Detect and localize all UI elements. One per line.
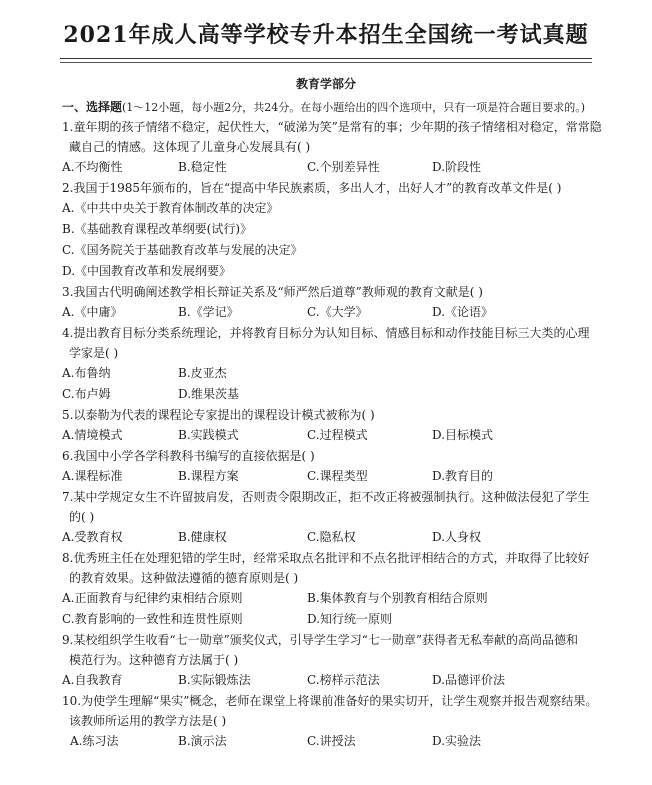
question-7-option-c: C.隐私权 [307, 530, 356, 544]
question-2-option-a: A.《中共中央关于教育体制改革的决定》 [62, 201, 279, 215]
question-6-option-b: B.课程方案 [178, 469, 239, 483]
question-10-option-a: A.练习法 [70, 734, 119, 748]
question-8-option-d: D.知行统一原则 [307, 612, 393, 626]
question-8-line-1: 8.优秀班主任在处理犯错的学生时，经常采取点名批评和不点名批评相结合的方式，并取得了比较好 [62, 551, 590, 565]
question-10-option-c: C.讲授法 [307, 734, 356, 748]
question-9-option-a: A.自我教育 [62, 673, 123, 687]
question-4-option-b: B.皮亚杰 [178, 366, 227, 380]
question-9-options [62, 670, 602, 691]
question-10-line-1: 10.为使学生理解“果实”概念，老师在课堂上将课前准备好的果实切开，让学生观察并报告观察结果。 [62, 694, 598, 708]
question-10-options [62, 731, 602, 752]
question-2-option-d: D.《中国教育改革和发展纲要》 [62, 264, 232, 278]
question-7-option-d: D.人身权 [432, 530, 482, 544]
question-5-option-c: C.过程模式 [307, 428, 368, 442]
question-7-line-1: 7.某中学规定女生不许留披肩发，否则责令限期改正，拒不改正将被强制执行。这种做法侵犯了学生 [62, 490, 590, 504]
question-6-line-1: 6.我国中小学各学科教科书编写的直接依据是( ) [62, 449, 315, 463]
question-7-option-a: A.受教育权 [62, 530, 123, 544]
question-10-line-2: 该教师所运用的教学方法是( ) [69, 714, 227, 728]
question-3-option-c: C.《大学》 [307, 305, 368, 319]
question-4-options-row-1 [62, 363, 602, 384]
question-1-options [62, 157, 602, 178]
questions-block [62, 97, 602, 752]
question-8-options-row-1 [62, 588, 602, 609]
instructions-label: 一、选择题 [62, 100, 123, 114]
question-8-line-2: 的教育效果。这种做法遵循的德育原则是( ) [69, 571, 299, 585]
question-1-option-a: A.不均衡性 [62, 160, 123, 174]
question-1-option-d: D.阶段性 [432, 160, 482, 174]
question-2-line-1: 2.我国于1985年颁布的，旨在“提高中华民族素质，多出人才，出好人才”的教育改革文件是( ) [62, 181, 562, 195]
instructions [62, 97, 602, 117]
question-8-options-row-2 [62, 609, 602, 630]
question-2-option-c: C.《国务院关于基础教育改革与发展的决定》 [62, 243, 303, 257]
question-4-line-2: 学家是( ) [69, 346, 119, 360]
question-1-option-b: B.稳定性 [178, 160, 227, 174]
question-5-option-b: B.实践模式 [178, 428, 239, 442]
question-9-line-2: 模范行为。这种德育方法属于( ) [69, 653, 239, 667]
question-5-line-1: 5.以泰勒为代表的课程论专家提出的课程设计模式被称为( ) [62, 408, 375, 422]
question-2-option-b: B.《基础教育课程改革纲要(试行)》 [62, 222, 252, 236]
question-4-line-1: 4.提出教育目标分类系统理论，并将教育目标分为认知目标、情感目标和动作技能目标三大类的心理 [62, 326, 590, 340]
title-rule-thin [60, 62, 592, 63]
question-7-option-b: B.健康权 [178, 530, 227, 544]
question-9-line-1: 9.某校组织学生收看“七一勋章”颁奖仪式，引导学生学习“七一勋章”获得者无私奉献的高尚品德和 [62, 633, 578, 647]
question-8-option-a: A.正面教育与纪律约束相结合原则 [62, 591, 243, 605]
section-heading: 教育学部分 [295, 77, 356, 91]
question-4-option-d: D.维果茨基 [178, 387, 240, 401]
question-5-options [62, 425, 602, 446]
title-rule-thick [60, 58, 592, 59]
question-3-option-d: D.《论语》 [432, 305, 494, 319]
question-9-option-d: D.品德评价法 [432, 673, 506, 687]
question-8-option-b: B.集体教育与个别教育相结合原则 [307, 591, 488, 605]
instructions-text: (1～12小题，每小题2分，共24分。在每小题给出的四个选项中，只有一项是符合题目要求的。) [122, 101, 586, 114]
exam-title: 2021年成人高等学校专升本招生全国统一考试真题 [63, 22, 589, 48]
question-4-options-row-2 [62, 384, 602, 405]
question-5-option-d: D.目标模式 [432, 428, 494, 442]
question-3-option-b: B.《学记》 [178, 305, 239, 319]
question-7-options [62, 527, 602, 548]
question-9-option-c: C.榜样示范法 [307, 673, 380, 687]
question-8-option-c: C.教育影响的一致性和连贯性原则 [62, 612, 243, 626]
question-10-option-d: D.实验法 [432, 734, 482, 748]
question-6-option-a: A.课程标准 [62, 469, 123, 483]
question-5-option-a: A.情境模式 [62, 428, 123, 442]
question-7-line-2: 的( ) [69, 510, 95, 524]
question-4-option-c: C.布卢姆 [62, 387, 111, 401]
question-6-option-d: D.教育目的 [432, 469, 494, 483]
question-3-line-1: 3.我国古代明确阐述教学相长辩证关系及“师严然后道尊”教师观的教育文献是( ) [62, 285, 483, 299]
question-3-options [62, 302, 602, 323]
question-6-option-c: C.课程类型 [307, 469, 368, 483]
question-4-option-a: A.布鲁纳 [62, 366, 111, 380]
question-1-line-2: 藏自己的情感。这体现了儿童身心发展具有( ) [69, 140, 311, 154]
question-1-option-c: C.个别差异性 [307, 160, 380, 174]
question-6-options [62, 466, 602, 487]
question-10-option-b: B.演示法 [178, 734, 227, 748]
question-9-option-b: B.实际锻炼法 [178, 673, 251, 687]
question-3-option-a: A.《中庸》 [62, 305, 123, 319]
question-1-line-1: 1.童年期的孩子情绪不稳定，起伏性大，“破涕为笑”是常有的事；少年期的孩子情绪相对稳定，常常隐 [62, 120, 602, 134]
